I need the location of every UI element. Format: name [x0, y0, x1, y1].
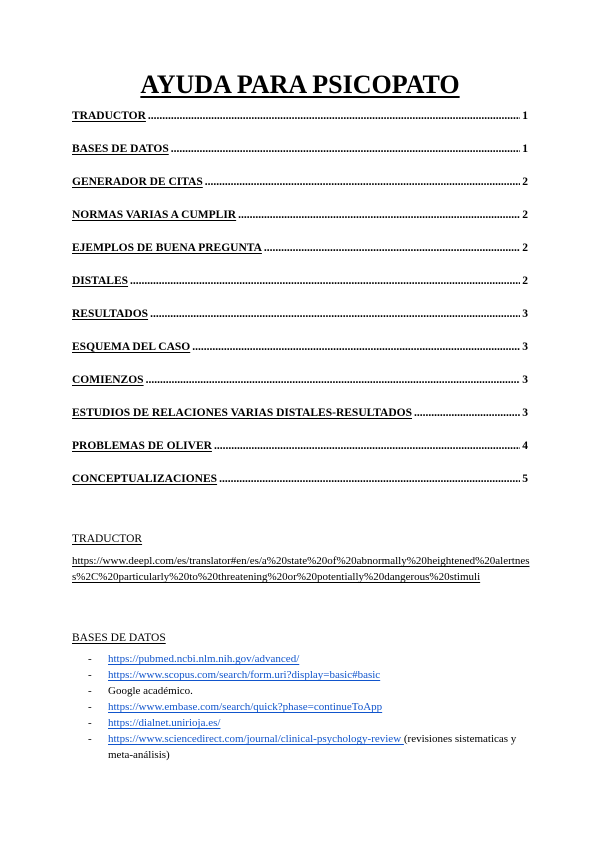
toc-entry-problemas-de-oliver[interactable]: [72, 436, 528, 469]
toc-leader-dots: [130, 271, 520, 291]
toc-entry-label: RESULTADOS: [72, 308, 149, 320]
list-bullet: -: [88, 701, 92, 713]
sciencedirect-note: (revisiones sistematicas y meta-análisis): [108, 733, 517, 761]
toc-page-number: 2: [522, 275, 528, 287]
toc-entry-label: NORMAS VARIAS A CUMPLIR: [72, 209, 237, 221]
database-link-list: [88, 651, 528, 763]
traductor-heading: TRADUCTOR: [72, 533, 143, 545]
toc-page-number: 3: [522, 374, 528, 386]
toc-entry-esquema-del-caso[interactable]: [72, 337, 528, 370]
toc-entry-label: CONCEPTUALIZACIONES: [72, 473, 218, 485]
pubmed-link[interactable]: https://pubmed.ncbi.nlm.nih.gov/advanced/: [108, 653, 300, 665]
toc-entry-normas-varias[interactable]: [72, 205, 528, 238]
toc-entry-label: ESQUEMA DEL CASO: [72, 341, 191, 353]
list-item: [88, 715, 528, 731]
toc-entry-label: TRADUCTOR: [72, 110, 146, 122]
toc-entry-generador-de-citas[interactable]: [72, 172, 528, 205]
list-item: [88, 651, 528, 667]
toc-page-number: 3: [522, 308, 528, 320]
toc-leader-dots: [414, 403, 520, 423]
toc-entry-label: PROBLEMAS DE OLIVER: [72, 440, 212, 452]
toc-entry-label: COMIENZOS: [72, 374, 144, 386]
toc-page-number: 2: [522, 176, 528, 188]
toc-leader-dots: [150, 304, 520, 324]
toc-page-number: 1: [522, 110, 528, 122]
toc-leader-dots: [148, 106, 520, 126]
toc-leader-dots: [214, 436, 520, 456]
toc-entry-traductor[interactable]: [72, 106, 528, 139]
deepl-translator-url[interactable]: https://www.deepl.com/es/translator#en/es/a%20state%20of%20abnormally%20heightened%20alertness%2C%20particularly%20to%20threatening%20or%20potentially%20dangerous%20stimuli: [72, 555, 530, 583]
toc-page-number: 5: [522, 473, 528, 485]
toc-entry-label: ESTUDIOS DE RELACIONES VARIAS DISTALES-RESULTADOS: [72, 407, 413, 419]
list-bullet: -: [88, 717, 92, 729]
page-title: AYUDA PARA PSICOPATO: [140, 70, 460, 99]
list-bullet: -: [88, 733, 92, 745]
toc-leader-dots: [146, 370, 521, 390]
bases-de-datos-heading: BASES DE DATOS: [72, 632, 166, 644]
toc-entry-label: GENERADOR DE CITAS: [72, 176, 203, 188]
toc-entry-label: DISTALES: [72, 275, 129, 287]
list-item: [88, 667, 528, 683]
toc-page-number: 3: [522, 341, 528, 353]
list-bullet: -: [88, 669, 92, 681]
toc-leader-dots: [192, 337, 520, 357]
toc-entry-label: EJEMPLOS DE BUENA PREGUNTA: [72, 242, 262, 254]
dialnet-link[interactable]: https://dialnet.unirioja.es/: [108, 717, 221, 729]
toc-page-number: 2: [522, 242, 528, 254]
toc-entry-ejemplos-buena-pregunta[interactable]: [72, 238, 528, 271]
toc-entry-estudios-relaciones[interactable]: [72, 403, 528, 436]
list-item: [88, 699, 528, 715]
toc-page-number: 1: [522, 143, 528, 155]
toc-entry-label: BASES DE DATOS: [72, 143, 169, 155]
toc-entry-resultados[interactable]: [72, 304, 528, 337]
toc-leader-dots: [238, 205, 520, 225]
toc-page-number: 2: [522, 209, 528, 221]
toc-leader-dots: [264, 238, 520, 258]
toc-entry-comienzos[interactable]: [72, 370, 528, 403]
scopus-link[interactable]: https://www.scopus.com/search/form.uri?display=basic#basic: [108, 669, 381, 681]
toc-leader-dots: [219, 469, 520, 489]
list-bullet: -: [88, 685, 92, 697]
embase-link[interactable]: https://www.embase.com/search/quick?phase=continueToApp: [108, 701, 383, 713]
toc-entry-conceptualizaciones[interactable]: [72, 469, 528, 502]
list-bullet: -: [88, 653, 92, 665]
list-item: [88, 683, 528, 699]
toc-page-number: 3: [522, 407, 528, 419]
toc-entry-distales[interactable]: [72, 271, 528, 304]
toc-leader-dots: [205, 172, 520, 192]
list-item: [88, 731, 528, 763]
google-academico-text: Google académico.: [108, 685, 193, 697]
table-of-contents: [72, 106, 528, 502]
toc-entry-bases-de-datos[interactable]: [72, 139, 528, 172]
sciencedirect-link[interactable]: https://www.sciencedirect.com/journal/clinical-psychology-review: [108, 733, 404, 745]
toc-leader-dots: [171, 139, 521, 159]
toc-page-number: 4: [522, 440, 528, 452]
